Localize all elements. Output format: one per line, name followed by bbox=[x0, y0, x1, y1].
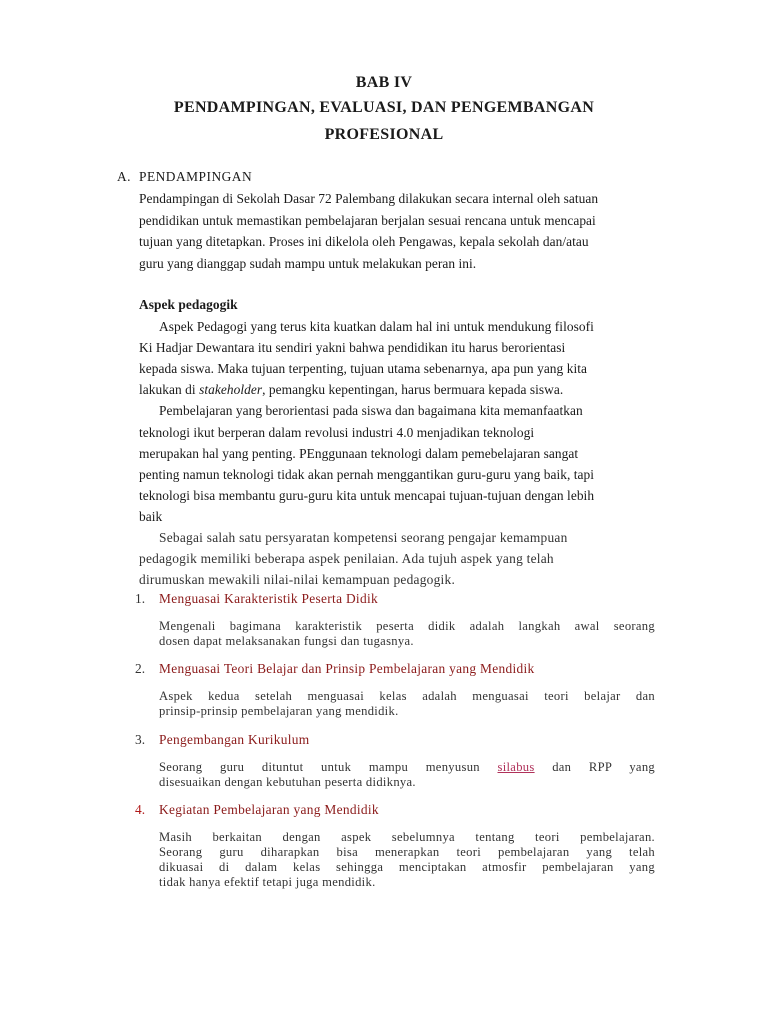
aspek-p2-line: penting namun teknologi tidak akan pernah menggantikan guru-guru yang baik, tapi bbox=[139, 467, 595, 482]
section-title: PENDAMPINGAN bbox=[139, 169, 253, 184]
aspek-p2-line: teknologi ikut berperan dalam revolusi industri 4.0 menjadikan teknologi bbox=[139, 425, 535, 440]
section-para-line: pendidikan untuk memastikan pembelajaran berjalan sesuai rencana untuk mencapai bbox=[139, 213, 596, 228]
aspek-p3-line: pedagogik memiliki beberapa aspek penilaian. Ada tujuh aspek yang telah bbox=[139, 551, 554, 566]
list-desc-line: tidak hanya efektif tetapi juga mendidik. bbox=[159, 875, 376, 889]
list-desc-line: prinsip-prinsip pembelajaran yang mendidik. bbox=[159, 704, 399, 718]
silabus-link[interactable]: silabus bbox=[497, 760, 535, 774]
aspek-p3-line: dirumuskan mewakili nilai-nilai kemampuan pedagogik. bbox=[139, 572, 456, 587]
aspek-p1-line: lakukan di stakeholder, pemangku kepentingan, harus bermuara kepada siswa. bbox=[139, 382, 564, 397]
aspek-p1-line: Ki Hadjar Dewantara itu sendiri yakni bahwa pendidikan itu harus berorientasi bbox=[139, 340, 566, 355]
list-desc-line: dikuasai di dalam kelas sehingga menciptakan atmosfir pembelajaran yang bbox=[159, 860, 655, 874]
list-item-title: Kegiatan Pembelajaran yang Mendidik bbox=[159, 802, 379, 817]
list-desc-line: dosen dapat melaksanakan fungsi dan tugasnya. bbox=[159, 634, 414, 648]
chapter-title-line1: PENDAMPINGAN, EVALUASI, DAN PENGEMBANGAN bbox=[173, 99, 595, 116]
list-number: 4. bbox=[135, 802, 146, 817]
aspek-p2-line: merupakan hal yang penting. PEnggunaan teknologi dalam pemebelajaran sangat bbox=[139, 446, 579, 461]
aspek-p2-line: baik bbox=[139, 509, 163, 524]
list-desc-line: Masih berkaitan dengan aspek sebelumnya tentang teori pembelajaran. bbox=[159, 830, 655, 844]
section-para-line: Pendampingan di Sekolah Dasar 72 Palembang dilakukan secara internal oleh satuan bbox=[139, 191, 599, 206]
aspek-p3-line: Sebagai salah satu persyaratan kompetensi seorang pengajar kemampuan bbox=[159, 530, 568, 545]
aspek-p2-line: Pembelajaran yang berorientasi pada siswa dan bagaimana kita memanfaatkan bbox=[159, 403, 583, 418]
section-para-line: tujuan yang ditetapkan. Proses ini dikelola oleh Pengawas, kepala sekolah dan/atau bbox=[139, 234, 589, 249]
list-number: 1. bbox=[135, 591, 146, 606]
list-item-title: Pengembangan Kurikulum bbox=[159, 732, 310, 747]
chapter-label: BAB IV bbox=[355, 74, 413, 91]
list-desc-line: Seorang guru dituntut untuk mampu menyusun silabus dan RPP yang bbox=[159, 760, 656, 774]
list-number: 3. bbox=[135, 732, 146, 747]
section-para-line: guru yang dianggap sudah mampu untuk melakukan peran ini. bbox=[139, 256, 477, 271]
list-item-title: Menguasai Teori Belajar dan Prinsip Pembelajaran yang Mendidik bbox=[159, 661, 535, 676]
subheading: Aspek pedagogik bbox=[139, 297, 238, 312]
list-desc-line: disesuaikan dengan kebutuhan peserta didiknya. bbox=[159, 775, 416, 789]
list-desc-line: Aspek kedua setelah menguasai kelas adalah menguasai teori belajar dan bbox=[159, 689, 655, 703]
list-number: 2. bbox=[135, 661, 146, 676]
aspek-p2-line: teknologi bisa membantu guru-guru kita untuk mencapai tujuan-tujuan dengan lebih bbox=[139, 488, 595, 503]
list-desc-line: Seorang guru diharapkan bisa menerapkan teori pembelajaran yang telah bbox=[159, 845, 655, 859]
aspek-p1-line: Aspek Pedagogi yang terus kita kuatkan dalam hal ini untuk mendukung filosofi bbox=[159, 319, 594, 334]
section-marker: A. bbox=[117, 169, 132, 184]
list-desc-line: Mengenali bagimana karakteristik peserta didik adalah langkah awal seorang bbox=[159, 619, 655, 633]
italic-term: stakeholder bbox=[199, 382, 263, 397]
chapter-title-line2: PROFESIONAL bbox=[324, 126, 444, 143]
list-item-title: Menguasai Karakteristik Peserta Didik bbox=[159, 591, 378, 606]
aspek-p1-line: kepada siswa. Maka tujuan terpenting, tujuan utama sebenarnya, apa pun yang kita bbox=[139, 361, 587, 376]
